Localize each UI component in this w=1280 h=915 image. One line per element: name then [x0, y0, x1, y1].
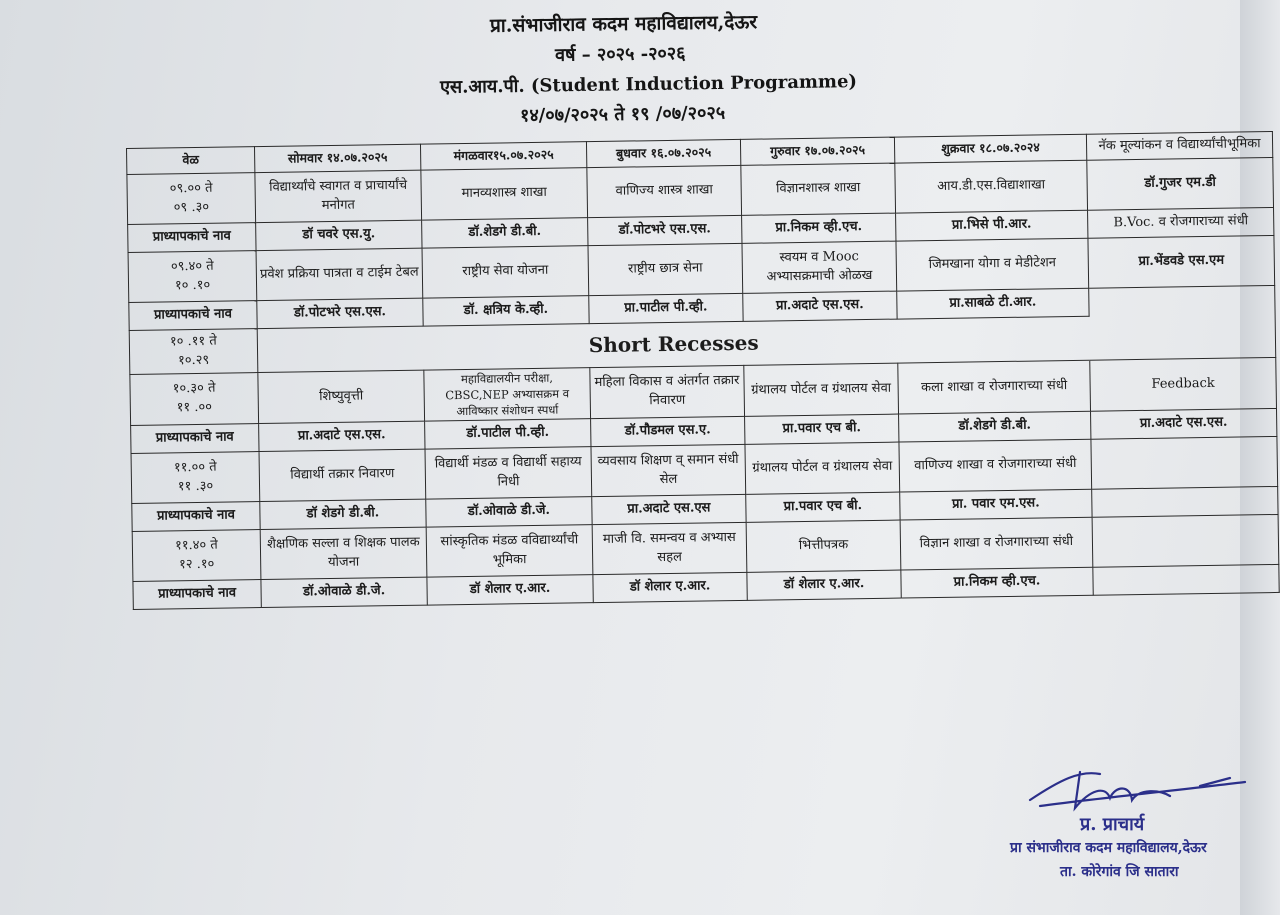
faculty-label: प्राध्यापकाचे नाव [129, 301, 257, 331]
faculty-cell: प्रा. पवार एम.एस. [900, 489, 1092, 520]
topic-cell: स्वयम व Mooc अभ्यासक्रमाची ओळख [742, 241, 897, 293]
faculty-cell: प्रा.निकम व्ही.एच. [901, 567, 1093, 598]
topic-cell: विद्यार्थी मंडळ व विद्यार्थी सहाय्य निधी [425, 447, 592, 499]
topic-cell: माजी वि. समन्वय व अभ्यास सहल [592, 523, 747, 575]
topic-cell: आय.डी.एस.विद्याशाखा [895, 160, 1088, 213]
time-start: ११.०० ते [173, 459, 217, 476]
topic-cell: राष्ट्रीय सेवा योजना [422, 246, 589, 298]
topic-cell: शैक्षणिक सल्ला व शिक्षक पालक योजना [260, 527, 427, 579]
faculty-cell: प्रा.पवार एच बी. [746, 492, 900, 522]
faculty-cell: डॉ.शेडगे डी.बी. [422, 218, 588, 248]
topic-cell: ग्रंथालय पोर्टल व ग्रंथालय सेवा [745, 442, 900, 494]
programme-title: एस.आय.पी. (Student Induction Programme) [439, 71, 858, 98]
faculty-cell: प्रा.भेंडवडे एस.एम [1088, 235, 1275, 288]
topic-cell: वाणिज्य शाखा व रोजगाराच्या संधी [899, 439, 1092, 492]
faculty-cell: प्रा.भिसे पी.आर. [896, 210, 1088, 241]
faculty-cell: डॉ शेलार ए.आर. [427, 575, 593, 605]
faculty-cell: डॉ.शेडगे डी.बी. [899, 412, 1091, 443]
day-header: बुधवार १६.०७.२०२५ [586, 139, 740, 167]
topic-cell: महिला विकास व अंतर्गत तक्रार निवारण [590, 365, 745, 419]
topic-cell [1092, 515, 1279, 568]
faculty-cell: प्रा.अदाटे एस.एस. [259, 421, 425, 451]
topic-cell: विज्ञानशास्त्र शाखा [741, 163, 896, 215]
faculty-cell: डॉ.पाटील पी.व्ही. [425, 419, 591, 449]
time-end: ०९ .३० [173, 199, 210, 215]
faculty-cell: डॉ शेलार ए.आर. [593, 573, 747, 603]
topic-cell: विद्यार्थ्यांचे स्वागत व प्राचार्यांचे मनोगत [255, 170, 422, 222]
topic-cell: मानव्यशास्त्र शाखा [421, 168, 588, 220]
college-name: प्रा.संभाजीराव कदम महाविद्यालय,देऊर [489, 11, 758, 37]
time-cell [129, 329, 258, 375]
time-end: १०.२९ [177, 352, 210, 368]
faculty-cell: प्रा.अदाटे एस.एस [592, 495, 746, 525]
faculty-cell: प्रा.निकम व्ही.एच. [742, 213, 896, 243]
recess-spacer [1089, 285, 1276, 360]
topic-cell [1091, 437, 1278, 490]
faculty-label: प्राध्यापकाचे नाव [131, 424, 259, 454]
faculty-cell [1093, 565, 1279, 596]
principal-signature [1020, 760, 1250, 820]
timetable-wrapper [126, 131, 1279, 610]
topic-cell: राष्ट्रीय छात्र सेना [588, 243, 743, 295]
day-header: शुक्रवार १८.०७.२०२४ [894, 134, 1086, 163]
time-header: वेळ [127, 147, 255, 175]
faculty-label: प्राध्यापकाचे नाव [132, 502, 260, 532]
faculty-cell: प्रा.अदाटे एस.एस. [1091, 409, 1277, 440]
topic-cell: प्रवेश प्रक्रिया पात्रता व टाईम टेबल [256, 248, 423, 300]
faculty-cell: प्रा.अदाटे एस.एस. [743, 291, 897, 321]
time-end: १० .१० [174, 277, 211, 293]
academic-year: वर्ष – २०२५ -२०२६ [554, 43, 686, 66]
topic-cell: ग्रंथालय पोर्टल व ग्रंथालय सेवा [744, 363, 899, 417]
programme-dates: १४/०७/२०२५ ते १९ /०७/२०२५ [519, 102, 726, 127]
faculty-cell: डॉ चवरे एस.यु. [256, 220, 422, 250]
day-header: गुरुवार १७.०७.२०२५ [740, 137, 894, 165]
faculty-cell: प्रा.पवार एच बी. [745, 414, 899, 444]
faculty-cell: डॉ.पौडमल एस.ए. [591, 417, 745, 447]
faculty-cell: डॉ.ओवाळे डी.जे. [426, 497, 592, 527]
topic-cell: वाणिज्य शास्त्र शाखा [587, 165, 742, 217]
timetable [126, 131, 1280, 610]
stamp-college: प्रा संभाजीराव कदम महाविद्यालय,देऊर [1010, 840, 1207, 856]
topic-cell: भित्तीपत्रक [746, 520, 901, 572]
time-cell [130, 373, 259, 426]
day-header: सोमवार १४.०७.२०२५ [254, 144, 420, 172]
topic-cell: सांस्कृतिक मंडळ वविद्यार्थ्यांची भूमिका [426, 525, 593, 577]
time-start: १०.३० ते [172, 380, 216, 397]
topic-cell: शिष्युवृत्ती [258, 370, 425, 424]
topic-cell: व्यवसाय शिक्षण व् समान संधी सेल [591, 445, 746, 497]
faculty-cell: डॉ. क्षत्रिय के.व्ही. [423, 296, 589, 326]
faculty-cell: डॉ.ओवाळे डी.जे. [261, 577, 427, 607]
faculty-cell: डॉ शेडगे डी.बी. [260, 499, 426, 529]
topic-cell: Feedback [1090, 357, 1277, 411]
time-cell [127, 173, 256, 225]
time-start: ०९.०० ते [169, 180, 213, 197]
topic-cell: विज्ञान शाखा व रोजगाराच्या संधी [900, 517, 1093, 570]
principal-title: प्र. प्राचार्य [1080, 814, 1145, 835]
time-start: ११.४० ते [174, 537, 218, 554]
faculty-cell: प्रा.पाटील पी.व्ही. [589, 293, 743, 323]
faculty-cell: डॉ.पोटभरे एस.एस. [588, 215, 742, 245]
topic-cell: नॅक मूल्यांकन व विद्यार्थ्यांचीभूमिका [1086, 131, 1272, 160]
time-cell [131, 452, 260, 504]
time-start: ०९.४० ते [170, 258, 214, 275]
faculty-label: प्राध्यापकाचे नाव [133, 580, 261, 610]
faculty-label: प्राध्यापकाचे नाव [128, 223, 256, 253]
time-start: १० .११ ते [169, 333, 217, 350]
topic-cell: B.Voc. व रोजगाराच्या संधी [1088, 207, 1274, 238]
faculty-cell: डॉ.गुजर एम.डी [1087, 157, 1274, 210]
faculty-cell: डॉ शेलार ए.आर. [747, 570, 901, 600]
topic-cell: विद्यार्थी तक्रार निवारण [259, 449, 426, 501]
day-header: मंगळवार१५.०७.२०२५ [420, 142, 586, 170]
faculty-cell: डॉ.पोटभरे एस.एस. [257, 298, 423, 328]
faculty-cell: प्रा.साबळे टी.आर. [897, 288, 1089, 319]
faculty-cell [1092, 487, 1278, 518]
time-cell [132, 530, 261, 582]
time-cell [128, 251, 257, 303]
time-end: ११ .०० [176, 399, 213, 416]
time-end: ११ .३० [177, 478, 214, 495]
recess-label: Short Recesses [257, 316, 1090, 372]
time-end: १२ .१० [178, 556, 215, 573]
topic-cell: जिमखाना योगा व मेडीटेशन [896, 238, 1089, 291]
topic-cell: कला शाखा व रोजगाराच्या संधी [898, 360, 1091, 414]
stamp-location: ता. कोरेगांव जि सातारा [1060, 864, 1179, 880]
topic-cell: महाविद्यालयीन परीक्षा, CBSC,NEP अभ्यासक्रम व आविष्कार संशोधन स्पर्धा [424, 368, 591, 422]
